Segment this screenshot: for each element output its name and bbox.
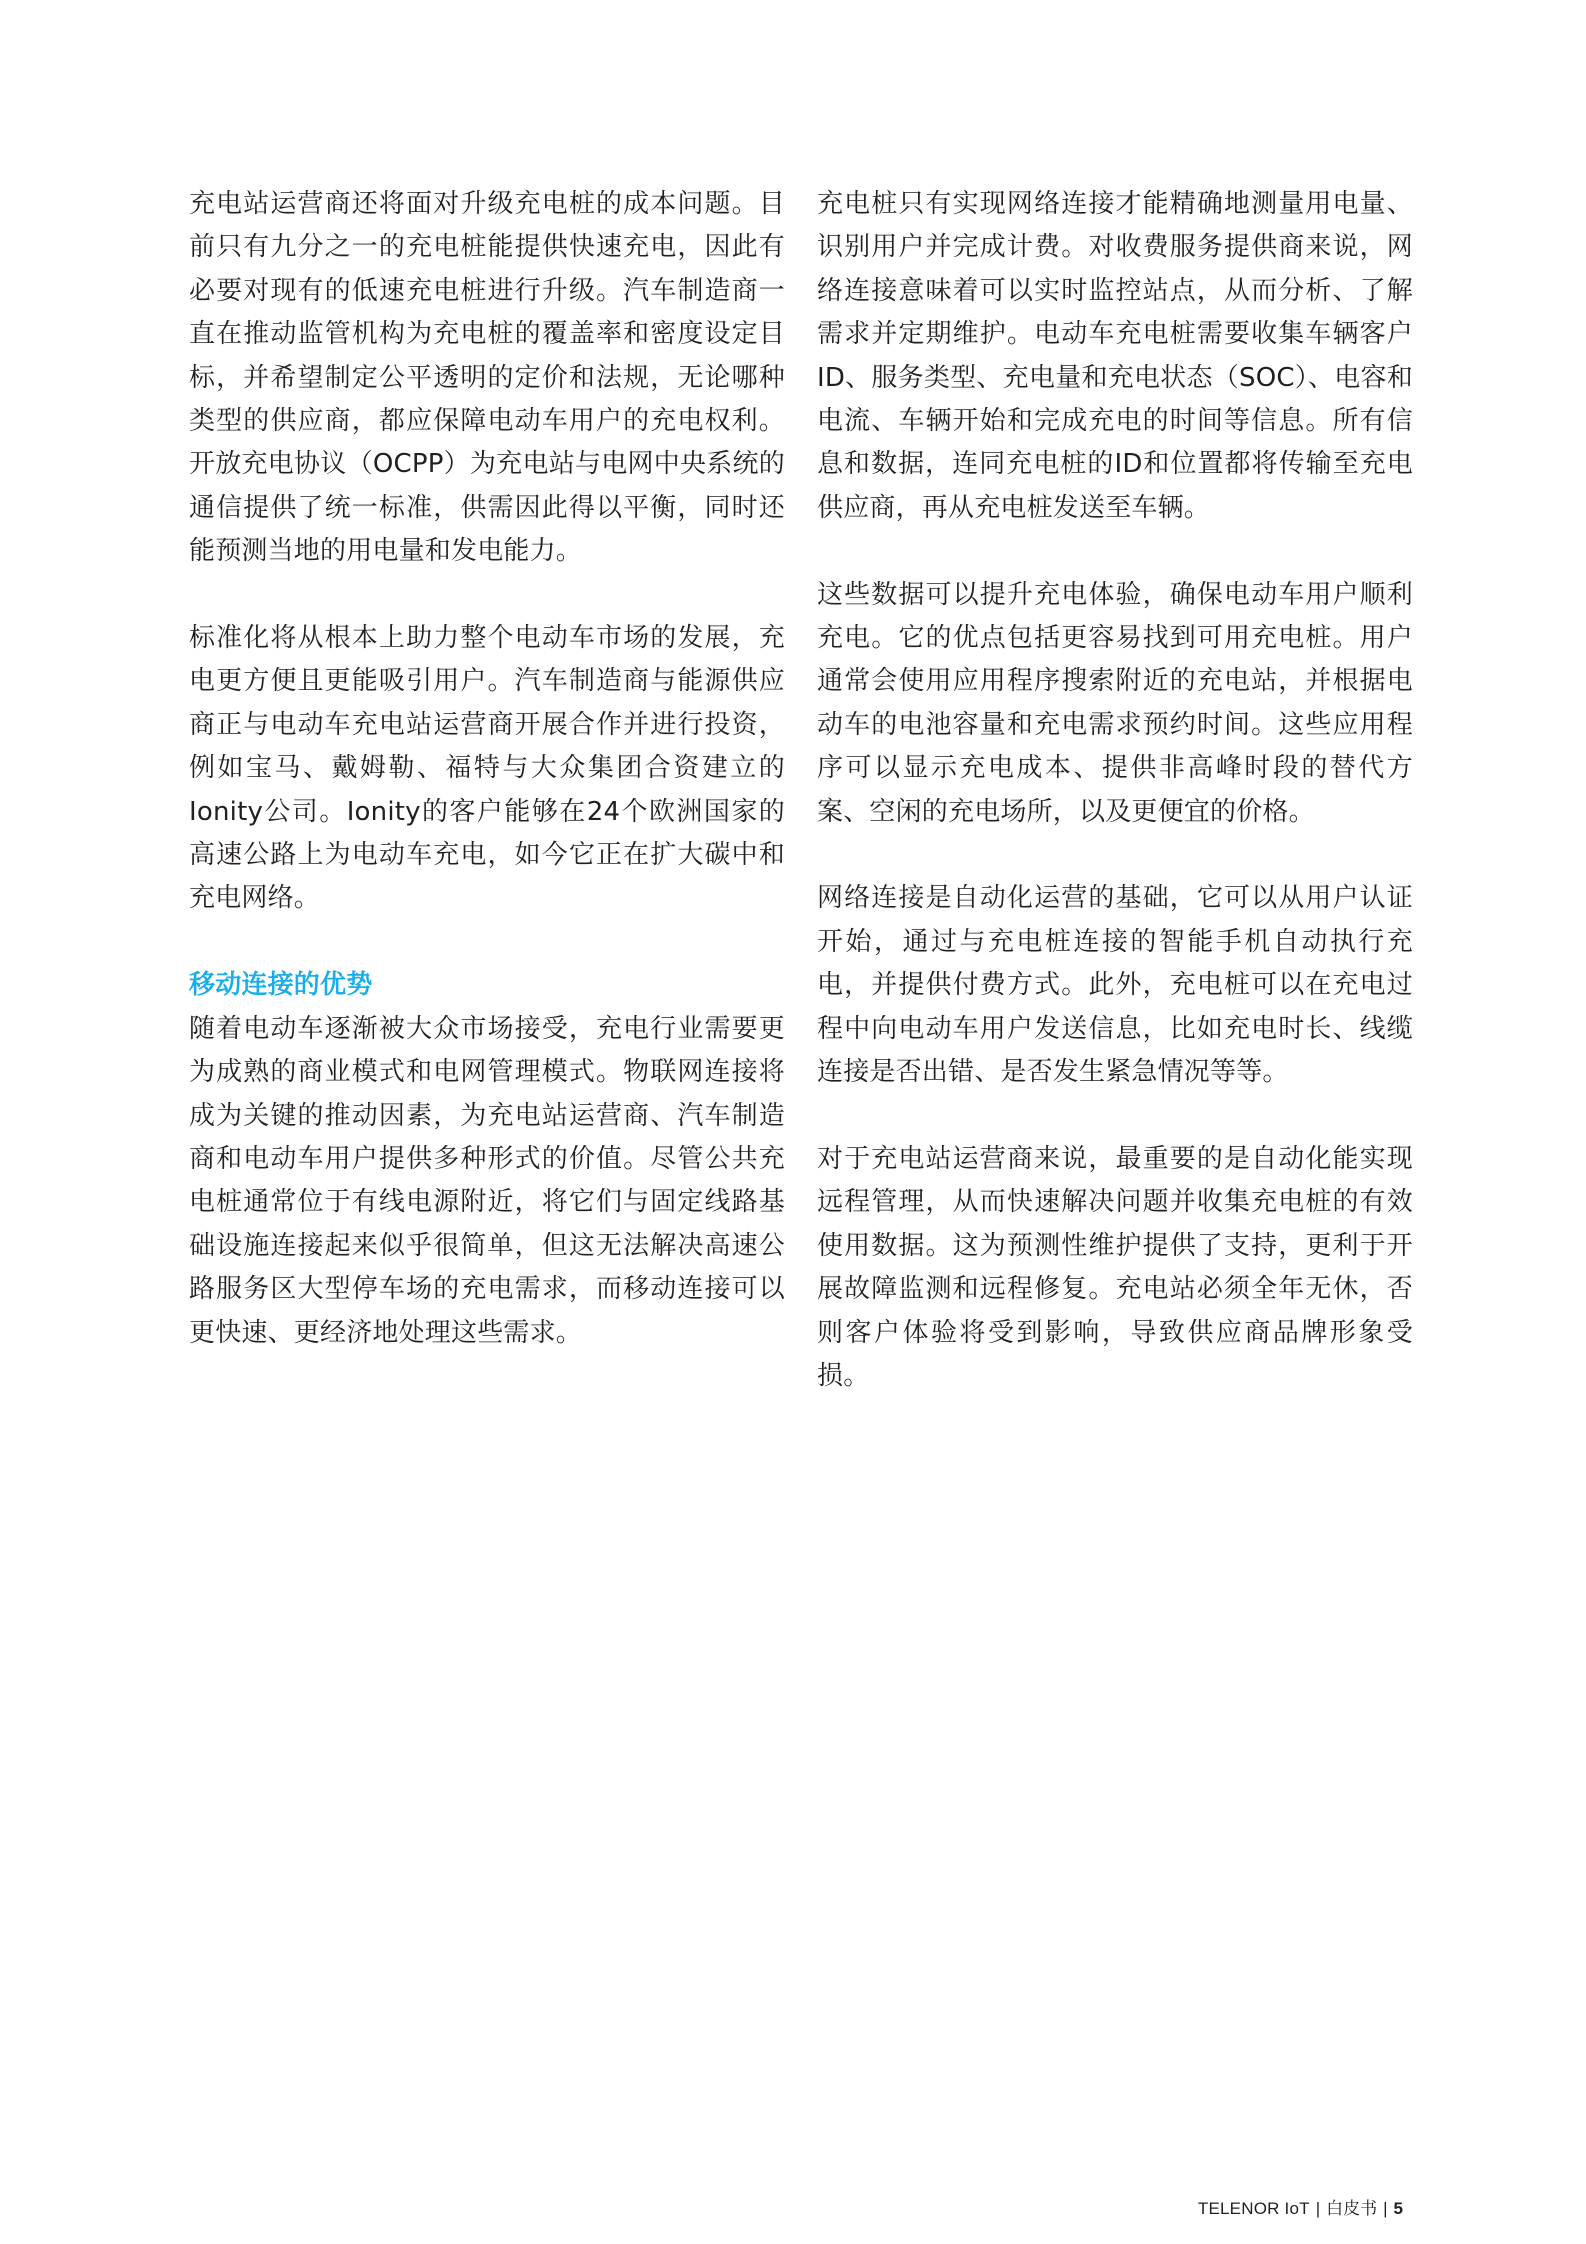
footer-separator-1: | — [1315, 2199, 1321, 2218]
left-paragraph-2: 标准化将从根本上助力整个电动车市场的发展，充电更方便且更能吸引用户。汽车制造商与能源供应商正与电动车充电站运营商开展合作并进行投资，例如宝马、戴姆勒、福特与大众集团合资建立的Ionity公司。Ionity的客户能够在24个欧洲国家的高速公路上为电动车充电，如今它正在扩大碳中和充电网络。 — [189, 623, 785, 914]
left-paragraph-3: 随着电动车逐渐被大众市场接受，充电行业需要更为成熟的商业模式和电网管理模式。物联网连接将成为关键的推动因素，为充电站运营商、汽车制造商和电动车用户提供多种形式的价值。尽管公共充电桩通常位于有线电源附近，将它们与固定线路基础设施连接起来似乎很简单，但这无法解决高速公路服务区大型停车场的充电需求，而移动连接可以更快速、更经济地处理这些需求。 — [189, 1013, 785, 1348]
footer-brand: TELENOR IoT — [1197, 2199, 1310, 2218]
right-paragraph-3: 网络连接是自动化运营的基础，它可以从用户认证开始，通过与充电桩连接的智能手机自动执行充电，并提供付费方式。此外，充电桩可以在充电过程中向电动车用户发送信息，比如充电时长、线缆连接是否出错、是否发生紧急情况等等。 — [817, 883, 1413, 1088]
right-paragraph-4: 对于充电站运营商来说，最重要的是自动化能实现远程管理，从而快速解决问题并收集充电桩的有效使用数据。这为预测性维护提供了支持，更利于开展故障监测和远程修复。充电站必须全年无休，否则客户体验将受到影响，导致供应商品牌形象受损。 — [817, 1143, 1413, 1391]
right-column — [817, 183, 1413, 1398]
left-paragraph-1: 充电站运营商还将面对升级充电桩的成本问题。目前只有九分之一的充电桩能提供快速充电，因此有必要对现有的低速充电桩进行升级。汽车制造商一直在推动监管机构为充电桩的覆盖率和密度设定目标，并希望制定公平透明的定价和法规，无论哪种类型的供应商，都应保障电动车用户的充电权利。开放充电协议（OCPP）为充电站与电网中央系统的通信提供了统一标准，供需因此得以平衡，同时还能预测当地的用电量和发电能力。 — [189, 189, 785, 567]
right-paragraph-1: 充电桩只有实现网络连接才能精确地测量用电量、识别用户并完成计费。对收费服务提供商来说，网络连接意味着可以实时监控站点，从而分析、了解需求并定期维护。电动车充电桩需要收集车辆客户ID、服务类型、充电量和充电状态（SOC）、电容和电流、车辆开始和完成充电的时间等信息。所有信息和数据，连同充电桩的ID和位置都将传输至充电供应商，再从充电桩发送至车辆。 — [817, 189, 1413, 523]
page-footer — [1198, 2198, 1403, 2220]
footer-separator-2: | — [1383, 2199, 1388, 2218]
right-paragraph-2: 这些数据可以提升充电体验，确保电动车用户顺利充电。它的优点包括更容易找到可用充电桩。用户通常会使用应用程序搜索附近的充电站，并根据电动车的电池容量和充电需求预约时间。这些应用程序可以显示充电成本、提供非高峰时段的替代方案、空闲的充电场所，以及更便宜的价格。 — [817, 579, 1413, 827]
section-heading-mobile-connectivity: 移动连接的优势 — [189, 970, 373, 1001]
footer-page-number: 5 — [1393, 2199, 1403, 2218]
footer-doc-type: 白皮书 — [1326, 2199, 1378, 2218]
left-column — [189, 183, 785, 1355]
